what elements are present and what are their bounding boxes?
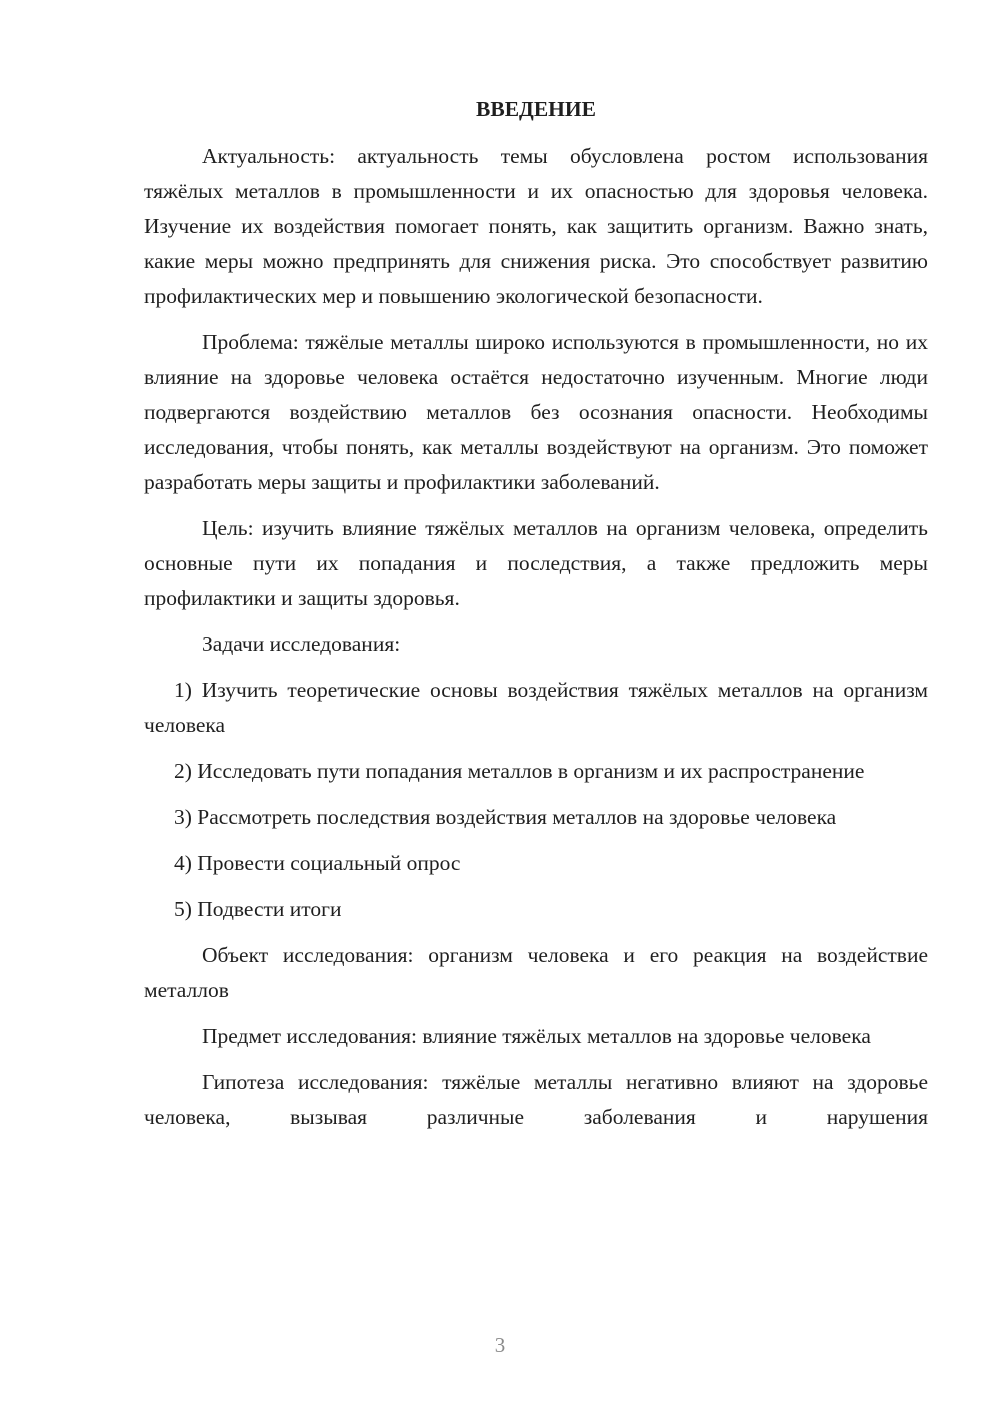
research-object-paragraph: Объект исследования: организм человека и его реакция на воздействие металлов — [144, 943, 928, 1002]
relevance-paragraph: Актуальность: актуальность темы обусловлена ростом использования тяжёлых металлов в промышленности и их опасностью для здоровья человека. Изучение их воздействия помогает понять, как защитить организм. Важно знать, какие меры можно предпринять для снижения риска. Это способствует развитию профилактических мер и повышению экологической безопасности. — [144, 144, 928, 308]
task-item-1: 1) Изучить теоретические основы воздействия тяжёлых металлов на организм человека — [144, 678, 928, 737]
research-subject-paragraph: Предмет исследования: влияние тяжёлых металлов на здоровье человека — [202, 1024, 871, 1048]
task-item-5: 5) Подвести итоги — [174, 897, 342, 921]
section-heading: ВВЕДЕНИЕ — [476, 97, 596, 121]
tasks-title: Задачи исследования: — [202, 632, 401, 656]
task-item-3: 3) Рассмотреть последствия воздействия металлов на здоровье человека — [174, 805, 837, 829]
goal-paragraph: Цель: изучить влияние тяжёлых металлов на организм человека, определить основные пути их попадания и последствия, а также предложить меры профилактики и защиты здоровья. — [144, 516, 928, 610]
document-page — [144, 92, 928, 1146]
page-number: 3 — [494, 1333, 506, 1357]
task-item-2: 2) Исследовать пути попадания металлов в организм и их распространение — [174, 759, 865, 783]
hypothesis-paragraph: Гипотеза исследования: тяжёлые металлы негативно влияют на здоровье человека, вызывая различные заболевания и нарушения — [144, 1070, 928, 1129]
problem-paragraph: Проблема: тяжёлые металлы широко используются в промышленности, но их влияние на здоровье человека остаётся недостаточно изученным. Многие люди подвергаются воздействию металлов без осознания опасности. Необходимы исследования, чтобы понять, как металлы воздействуют на организм. Это поможет разработать меры защиты и профилактики заболеваний. — [144, 330, 928, 494]
task-item-4: 4) Провести социальный опрос — [174, 851, 461, 875]
